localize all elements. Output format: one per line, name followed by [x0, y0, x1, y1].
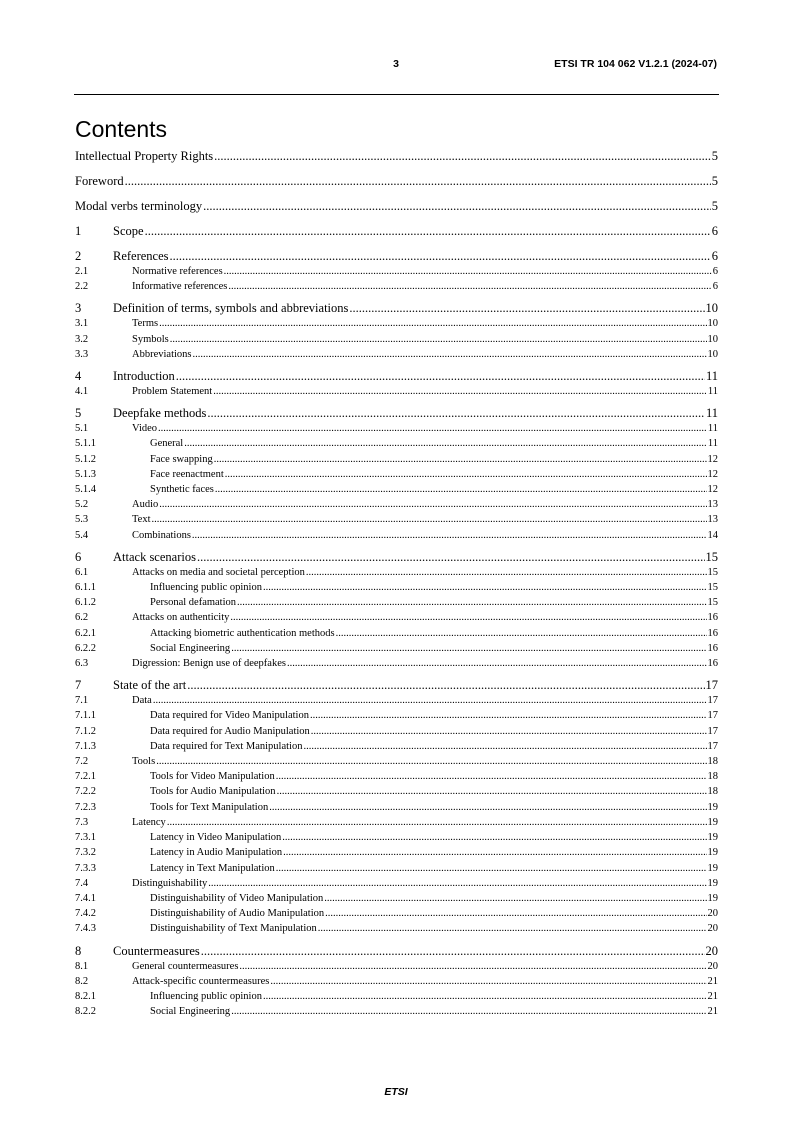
toc-entry-title: Distinguishability of Video Manipulation [150, 892, 324, 904]
toc-entry[interactable] [75, 1004, 718, 1019]
toc-entry-page: 16 [707, 627, 718, 639]
toc-entry[interactable] [75, 199, 718, 214]
toc-entry-number: 6.1.1 [75, 582, 96, 594]
toc-entry-title: Attack-specific countermeasures [132, 975, 270, 987]
toc-entry[interactable] [75, 800, 718, 815]
toc-entry[interactable] [75, 512, 718, 527]
toc-entry-page: 15 [707, 597, 718, 609]
dot-leader [224, 264, 712, 279]
dot-leader [287, 656, 707, 671]
toc-entry-number: 1 [75, 224, 82, 238]
dot-leader [213, 384, 707, 399]
toc-entry-page: 17 [707, 725, 718, 737]
toc-entry-page: 17 [705, 678, 718, 693]
toc-entry[interactable] [75, 436, 718, 451]
toc-entry-page: 10 [705, 301, 718, 316]
toc-entry-title: Deepfake methods [113, 406, 207, 421]
toc-entry-page: 6 [712, 266, 718, 277]
dot-leader [270, 974, 706, 989]
toc-entry[interactable] [75, 641, 718, 656]
toc-entry[interactable] [75, 815, 718, 830]
toc-entry-page: 15 [705, 549, 718, 564]
toc-entry[interactable] [75, 452, 718, 467]
toc-entry-title: State of the art [113, 678, 187, 693]
toc-entry-number: 8.2.1 [75, 990, 96, 1002]
toc-entry-number: 7.2.2 [75, 786, 96, 798]
toc-entry-title: Abbreviations [132, 348, 192, 360]
toc-entry-number: 7 [75, 678, 82, 693]
toc-entry-title: General [150, 438, 184, 450]
footer-label: ETSI [384, 1086, 408, 1098]
toc-entry-page: 20 [705, 943, 718, 958]
toc-entry-page: 17 [707, 740, 718, 752]
toc-entry-title: References [113, 249, 169, 263]
toc-entry[interactable] [75, 595, 718, 610]
toc-entry[interactable] [75, 580, 718, 595]
toc-entry-number: 8.2.2 [75, 1006, 96, 1018]
toc-entry-number: 2.1 [75, 266, 89, 277]
toc-entry-number: 7.3.3 [75, 862, 96, 874]
toc-entry-title: Data required for Text Manipulation [150, 740, 303, 752]
toc-entry-number: 3 [75, 301, 82, 316]
toc-entry-page: 18 [707, 756, 718, 768]
toc-entry-title: Tools for Audio Manipulation [150, 786, 276, 798]
toc-entry-page: 13 [707, 499, 718, 511]
dot-leader [336, 626, 707, 641]
toc-entry-title: Data required for Audio Manipulation [150, 725, 310, 737]
dot-leader [230, 610, 706, 625]
toc-entry[interactable] [75, 316, 718, 331]
dot-leader [225, 467, 707, 482]
dot-leader [282, 830, 706, 845]
toc-entry[interactable] [75, 384, 718, 399]
dot-leader [215, 482, 707, 497]
toc-entry-title: Tools [132, 756, 156, 768]
toc-entry-number: 7.2.1 [75, 771, 96, 783]
toc-entry-number: 6.1 [75, 566, 89, 578]
toc-entry-page: 17 [707, 695, 718, 707]
toc-entry-title: Intellectual Property Rights [75, 149, 214, 163]
dot-leader [283, 845, 706, 860]
toc-entry-number: 8 [75, 943, 82, 958]
toc-entry-number: 7.3.2 [75, 847, 96, 859]
toc-entry-page: 10 [707, 318, 718, 330]
dot-leader [277, 784, 707, 799]
dot-leader [158, 421, 707, 436]
toc-entry[interactable] [75, 769, 718, 784]
toc-entry-title: Normative references [132, 266, 223, 277]
toc-entry-page: 10 [707, 348, 718, 360]
toc-entry-number: 5.1.2 [75, 453, 96, 465]
toc-entry-number: 5.1.1 [75, 438, 96, 450]
toc-entry[interactable] [75, 626, 718, 641]
dot-leader [153, 693, 707, 708]
dot-leader [311, 724, 707, 739]
toc-entry-title: Definition of terms, symbols and abbreviations [113, 301, 349, 316]
toc-entry-page: 16 [707, 658, 718, 670]
dot-leader [237, 595, 706, 610]
toc-entry[interactable] [75, 921, 718, 936]
toc-entry[interactable] [75, 279, 718, 294]
toc-entry-title: Attacks on authenticity [132, 612, 230, 624]
dot-leader [208, 876, 706, 891]
toc-entry[interactable] [75, 369, 718, 384]
toc-entry-page: 15 [707, 566, 718, 578]
toc-entry-page: 12 [707, 453, 718, 465]
table-of-contents [75, 149, 718, 1019]
toc-entry[interactable] [75, 565, 718, 580]
toc-entry-title: Latency in Text Manipulation [150, 862, 275, 874]
toc-entry[interactable] [75, 332, 718, 347]
toc-entry[interactable] [75, 959, 718, 974]
toc-entry-number: 6.2 [75, 612, 89, 624]
toc-entry-page: 18 [707, 786, 718, 798]
toc-entry[interactable] [75, 528, 718, 543]
toc-entry[interactable] [75, 693, 718, 708]
toc-entry-number: 2.2 [75, 281, 89, 293]
toc-entry-page: 10 [707, 333, 718, 345]
toc-entry[interactable] [75, 610, 718, 625]
toc-entry-number: 5 [75, 406, 82, 421]
toc-entry-number: 7.4.2 [75, 908, 96, 920]
toc-entry-page: 19 [707, 832, 718, 844]
toc-entry[interactable] [75, 891, 718, 906]
dot-leader [201, 944, 705, 959]
toc-entry-page: 21 [707, 990, 718, 1002]
toc-entry-title: Social Engineering [150, 1006, 231, 1018]
toc-entry[interactable] [75, 906, 718, 921]
toc-entry-page: 19 [707, 801, 718, 813]
toc-entry-title: Attacks on media and societal perception [132, 566, 305, 578]
header-rule [74, 94, 719, 95]
toc-entry-title: Countermeasures [113, 943, 200, 958]
toc-entry-title: Face swapping [150, 453, 213, 465]
dot-leader [349, 301, 704, 316]
dot-leader [214, 149, 711, 164]
toc-entry[interactable] [75, 301, 718, 316]
toc-entry-number: 5.3 [75, 514, 89, 526]
toc-entry-number: 7.3 [75, 816, 89, 828]
toc-entry[interactable] [75, 861, 718, 876]
toc-entry-number: 3.2 [75, 333, 89, 345]
toc-entry[interactable] [75, 467, 718, 482]
toc-entry-title: Combinations [132, 529, 191, 541]
toc-entry-title: Latency in Video Manipulation [150, 832, 282, 844]
toc-entry-number: 3.1 [75, 318, 89, 330]
dot-leader [167, 815, 707, 830]
dot-leader [276, 769, 707, 784]
toc-entry[interactable] [75, 974, 718, 989]
dot-leader [159, 497, 706, 512]
toc-entry-number: 5.1 [75, 423, 89, 435]
toc-entry-page: 11 [705, 369, 718, 384]
dot-leader [263, 580, 707, 595]
toc-entry-title: Influencing public opinion [150, 582, 262, 594]
toc-entry[interactable] [75, 656, 718, 671]
toc-entry-page: 19 [707, 816, 718, 828]
dot-leader [152, 512, 707, 527]
toc-entry-number: 7.1.3 [75, 740, 96, 752]
toc-entry[interactable] [75, 249, 718, 264]
dot-leader [303, 739, 706, 754]
toc-entry-number: 5.1.3 [75, 468, 96, 480]
toc-entry-page: 15 [707, 582, 718, 594]
toc-entry-page: 16 [707, 612, 718, 624]
toc-entry[interactable] [75, 678, 718, 693]
toc-entry[interactable] [75, 550, 718, 565]
toc-entry-title: Attacking biometric authentication methods [150, 627, 335, 639]
toc-entry[interactable] [75, 224, 718, 239]
toc-entry[interactable] [75, 876, 718, 891]
toc-entry-number: 6 [75, 549, 82, 564]
toc-entry[interactable] [75, 724, 718, 739]
dot-leader [192, 528, 707, 543]
toc-entry-page: 12 [707, 484, 718, 496]
dot-leader [207, 406, 705, 421]
toc-entry-number: 7.1.1 [75, 710, 96, 722]
page-number: 3 [393, 58, 399, 70]
toc-entry[interactable] [75, 845, 718, 860]
dot-leader [276, 861, 707, 876]
toc-entry-title: Symbols [132, 333, 169, 345]
toc-entry[interactable] [75, 406, 718, 421]
toc-entry-page: 20 [707, 923, 718, 935]
dot-leader [306, 565, 707, 580]
toc-entry-number: 8.1 [75, 960, 89, 972]
toc-entry-page: 17 [707, 710, 718, 722]
toc-entry-title: Synthetic faces [150, 484, 214, 496]
document-id: ETSI TR 104 062 V1.2.1 (2024-07) [554, 58, 717, 70]
toc-entry-number: 2 [75, 249, 82, 263]
toc-entry-title: Face reenactment [150, 468, 224, 480]
toc-entry-page: 19 [707, 862, 718, 874]
toc-entry-number: 6.3 [75, 658, 89, 670]
toc-entry-title: Informative references [132, 281, 228, 293]
dot-leader [269, 800, 706, 815]
toc-entry[interactable] [75, 149, 718, 164]
toc-entry-page: 5 [711, 199, 718, 213]
toc-entry-number: 6.2.2 [75, 642, 96, 654]
toc-entry-number: 7.3.1 [75, 832, 96, 844]
toc-entry-title: Tools for Video Manipulation [150, 771, 275, 783]
dot-leader [263, 989, 707, 1004]
toc-entry-title: Social Engineering [150, 642, 231, 654]
dot-leader [203, 199, 711, 214]
toc-entry-page: 11 [707, 423, 718, 435]
toc-entry-number: 3.3 [75, 348, 89, 360]
toc-entry-page: 11 [707, 438, 718, 450]
toc-entry-title: Audio [132, 499, 159, 511]
toc-entry-number: 7.4.1 [75, 892, 96, 904]
toc-entry-page: 18 [707, 771, 718, 783]
dot-leader [239, 959, 706, 974]
toc-entry-number: 7.1 [75, 695, 89, 707]
dot-leader [231, 641, 706, 656]
dot-leader [197, 550, 705, 565]
toc-entry-title: Personal defamation [150, 597, 237, 609]
toc-entry-number: 8.2 [75, 975, 89, 987]
toc-entry[interactable] [75, 708, 718, 723]
toc-entry-page: 19 [707, 892, 718, 904]
dot-leader [170, 249, 711, 264]
toc-entry-title: Modal verbs terminology [75, 199, 203, 213]
toc-entry-title: Problem Statement [132, 386, 213, 398]
toc-entry[interactable] [75, 830, 718, 845]
toc-entry-title: Scope [113, 224, 144, 238]
dot-leader [325, 906, 706, 921]
dot-leader [324, 891, 706, 906]
toc-entry[interactable] [75, 174, 718, 189]
toc-entry-page: 5 [711, 149, 718, 163]
toc-entry-title: Foreword [75, 174, 124, 188]
dot-leader [231, 1004, 706, 1019]
dot-leader [193, 347, 707, 362]
toc-entry[interactable] [75, 989, 718, 1004]
toc-entry-title: Latency [132, 816, 166, 828]
toc-entry-page: 14 [707, 529, 718, 541]
toc-entry[interactable] [75, 944, 718, 959]
toc-entry-page: 6 [711, 249, 718, 263]
toc-entry[interactable] [75, 784, 718, 799]
dot-leader [228, 279, 711, 294]
dot-leader [318, 921, 707, 936]
toc-entry[interactable] [75, 739, 718, 754]
toc-entry-title: Latency in Audio Manipulation [150, 847, 283, 859]
toc-entry-number: 7.4 [75, 877, 89, 889]
toc-entry-number: 5.2 [75, 499, 89, 511]
toc-entry-page: 6 [712, 281, 718, 293]
toc-entry-page: 11 [707, 386, 718, 398]
toc-entry-number: 6.1.2 [75, 597, 96, 609]
toc-entry[interactable] [75, 347, 718, 362]
dot-leader [159, 316, 706, 331]
toc-entry-title: Distinguishability of Audio Manipulation [150, 908, 325, 920]
toc-entry[interactable] [75, 421, 718, 436]
toc-entry-number: 6.2.1 [75, 627, 96, 639]
toc-entry-number: 5.4 [75, 529, 89, 541]
toc-entry-number: 5.1.4 [75, 484, 96, 496]
toc-entry-page: 12 [707, 468, 718, 480]
toc-entry-page: 21 [707, 975, 718, 987]
toc-entry-number: 4.1 [75, 386, 89, 398]
toc-entry-number: 7.1.2 [75, 725, 96, 737]
toc-entry-title: Tools for Text Manipulation [150, 801, 269, 813]
dot-leader [145, 224, 711, 239]
toc-entry-number: 7.4.3 [75, 923, 96, 935]
toc-entry[interactable] [75, 482, 718, 497]
toc-entry-number: 7.2.3 [75, 801, 96, 813]
dot-leader [184, 436, 707, 451]
toc-entry[interactable] [75, 754, 718, 769]
toc-entry-title: General countermeasures [132, 960, 239, 972]
toc-entry-page: 19 [707, 877, 718, 889]
toc-entry-title: Video [132, 423, 158, 435]
toc-entry-title: Distinguishability of Text Manipulation [150, 923, 317, 935]
dot-leader [176, 369, 705, 384]
dot-leader [187, 678, 704, 693]
toc-entry-title: Attack scenarios [113, 549, 196, 564]
toc-entry-title: Digression: Benign use of deepfakes [132, 658, 286, 670]
toc-entry-page: 13 [707, 514, 718, 526]
toc-entry-title: Distinguishability [132, 877, 208, 889]
toc-entry-page: 19 [707, 847, 718, 859]
toc-entry[interactable] [75, 264, 718, 279]
toc-entry-title: Introduction [113, 369, 175, 384]
toc-entry-title: Terms [132, 318, 159, 330]
toc-entry-page: 5 [711, 174, 718, 188]
dot-leader [156, 754, 706, 769]
page-title: Contents [75, 116, 168, 143]
dot-leader [170, 332, 707, 347]
toc-entry-title: Data [132, 695, 152, 707]
toc-entry-title: Text [132, 514, 151, 526]
toc-entry-page: 21 [707, 1006, 718, 1018]
toc-entry-title: Data required for Video Manipulation [150, 710, 309, 722]
toc-entry-page: 11 [705, 406, 718, 421]
toc-entry-page: 6 [711, 224, 718, 238]
toc-entry[interactable] [75, 497, 718, 512]
dot-leader [125, 174, 711, 189]
toc-entry-title: Influencing public opinion [150, 990, 262, 1002]
dot-leader [310, 708, 707, 723]
toc-entry-page: 20 [707, 960, 718, 972]
toc-entry-number: 4 [75, 369, 82, 384]
toc-entry-number: 7.2 [75, 756, 89, 768]
dot-leader [214, 452, 707, 467]
toc-entry-page: 16 [707, 642, 718, 654]
toc-entry-page: 20 [707, 908, 718, 920]
